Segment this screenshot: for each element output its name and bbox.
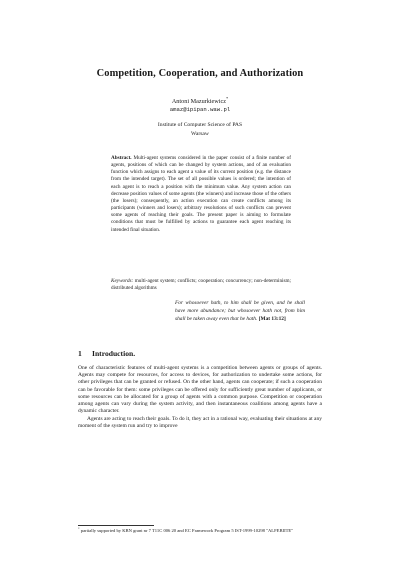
section-number: 1 bbox=[78, 349, 82, 358]
epigraph-reference: [Mat 13:12] bbox=[258, 315, 286, 322]
section-title: Introduction. bbox=[92, 349, 136, 358]
affiliation bbox=[60, 121, 340, 138]
abstract-text: Multi-agent systems considered in the paper consist of a finite number of agents, positions of which can be changed by system actions, and of an evaluation function which assigns to each agent a value of its current position (e.g. the distance from the intended target). The set of all possible values is ordered; the intention of each agent is to reach a position with the minimum value. Any system action can decrease position values of some agents (the winners) and increase those of the others (the losers); consequently, an action execution can create conflicts among its participants (winners and losers); arbitrary resolutions of such conflicts can prevent some agents of reaching their goals. The present paper is aiming to formulate conditions that must be fulfilled by actions to guarantee each agent reaching its intended final situation. bbox=[111, 155, 292, 233]
abstract-label: Abstract. bbox=[111, 155, 132, 161]
section-body bbox=[78, 365, 322, 430]
author-line bbox=[60, 95, 340, 105]
keywords bbox=[111, 278, 291, 292]
keywords-label: Keywords: bbox=[111, 278, 134, 284]
author-footnote-mark: * bbox=[225, 95, 229, 101]
affiliation-institute: Institute of Computer Science of PAS bbox=[157, 122, 243, 128]
body-paragraph: Agents are acting to reach their goals. To do it, they act in a rational way, evaluating their situations at any moment of the system run and try to improve bbox=[78, 415, 322, 429]
abstract bbox=[111, 155, 291, 234]
footnote-text: partially supported by KBN grant nr 7 T11C 006 20 and EC Framework Program 5 IST-1999-10298 "ALFEBIITE" bbox=[80, 528, 294, 533]
keywords-text: multi-agent system; conflicts; cooperation; concurrency; non-determinism; distributed algorithms bbox=[111, 278, 291, 292]
body-paragraph: One of characteristic features of multi-agent systems is a competition between agents or groups of agents. Agents may compete for resources, for access to devices, for authorization to undertake some actions, for other privileges that can be granted or refused. On the other hand, agents can cooperate; if such a cooperation can be favorable for them: some privileges can be offered only for sufficiently great number of applicants, or some resources can be allocated for a group of agents with a common purpose. Competition or cooperation among agents can vary during the system activity, and then instantaneous coalitions among agents have a dynamic character. bbox=[78, 365, 322, 415]
paper-title: Competition, Cooperation, and Authorization bbox=[96, 68, 304, 79]
footnote-mark: * bbox=[78, 526, 80, 531]
affiliation-city: Warsaw bbox=[191, 130, 209, 137]
footnote bbox=[78, 528, 322, 534]
epigraph bbox=[175, 300, 305, 323]
footnote-rule bbox=[78, 525, 154, 526]
section-heading bbox=[78, 349, 135, 358]
author-email: amaz@ipipan.waw.pl bbox=[169, 106, 231, 113]
author-name: Antoni Mazurkiewicz bbox=[171, 98, 226, 105]
epigraph-text: For whosoever hath, to him shall be given, and he shall have more abundance; but whosoever hath not, from him shall be taken away even that he hath. bbox=[175, 300, 305, 322]
